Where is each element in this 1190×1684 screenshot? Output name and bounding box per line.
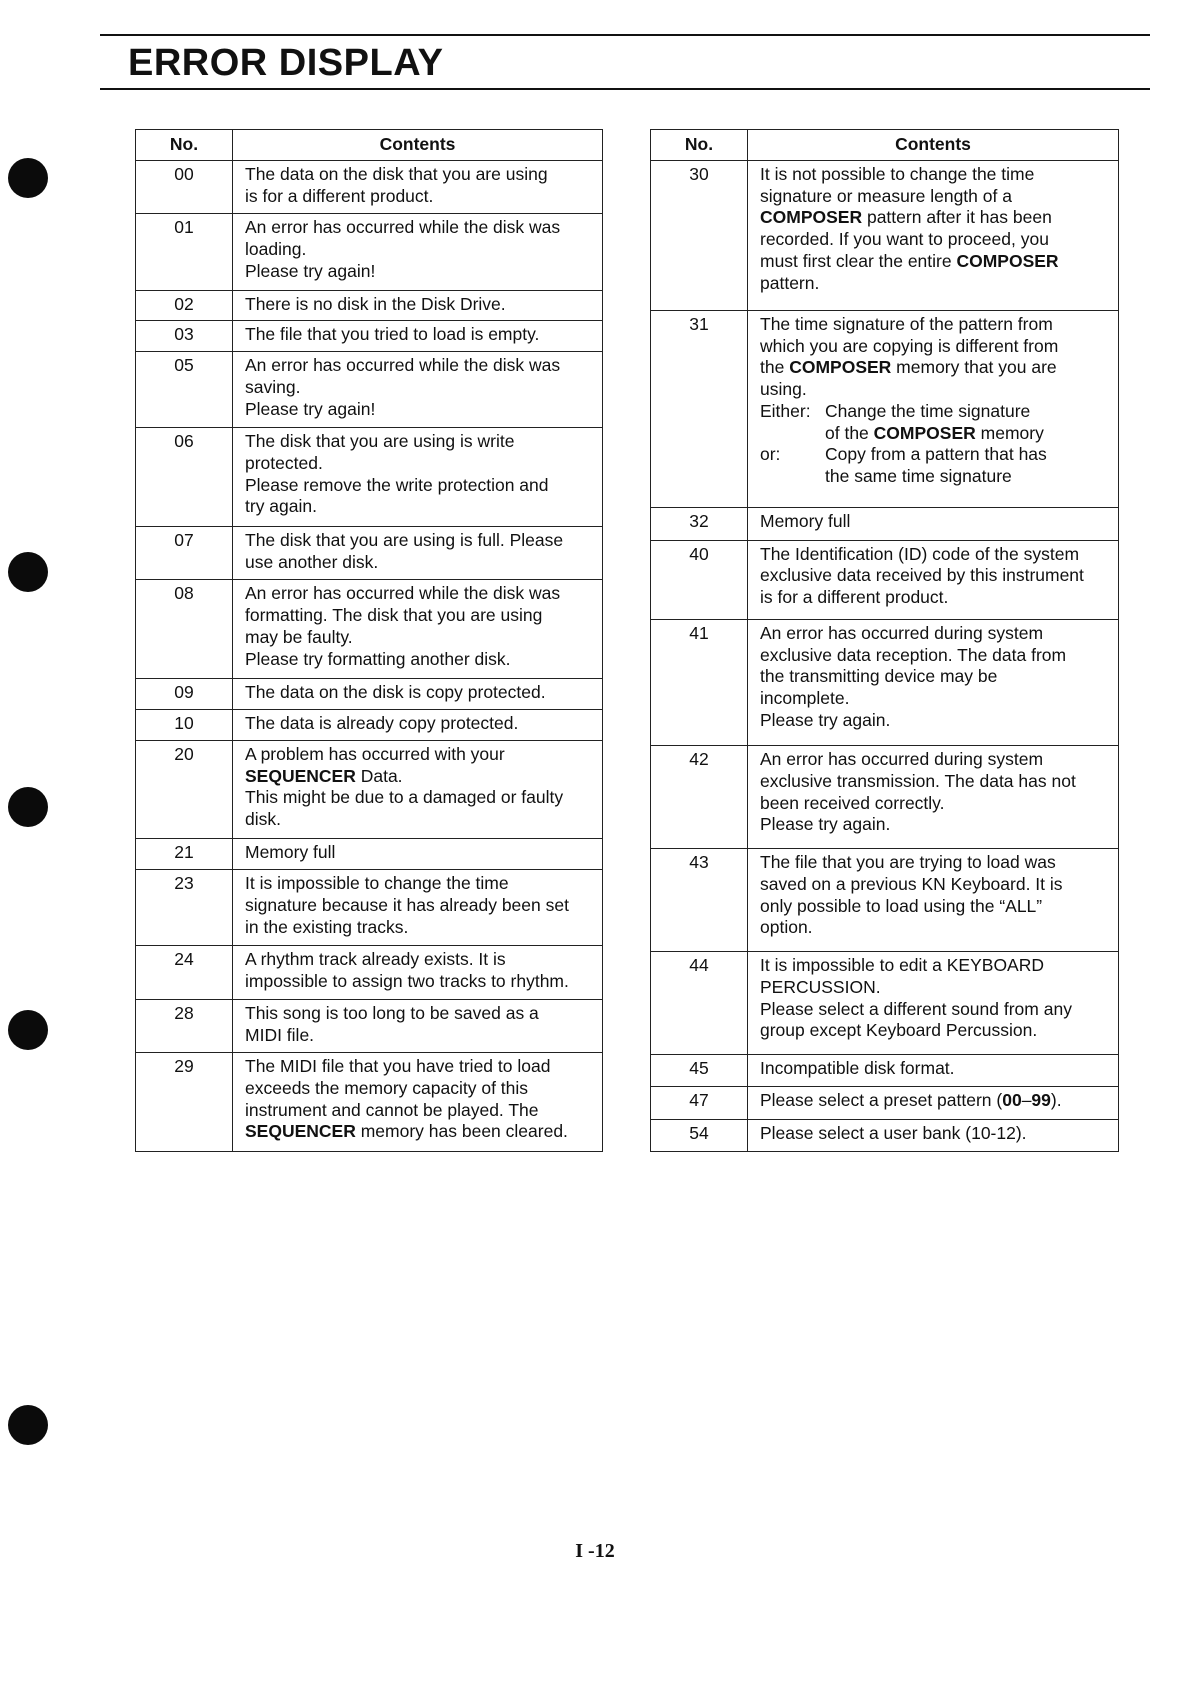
- error-contents: [233, 161, 603, 214]
- table-header-row: [136, 130, 603, 161]
- table-row: [136, 526, 603, 579]
- table-row: [136, 580, 603, 679]
- content-line: Memory full: [245, 842, 336, 863]
- content-line: Please try again!: [245, 260, 376, 281]
- table-row: [651, 540, 1119, 619]
- error-contents: [233, 290, 603, 321]
- error-number: 00: [136, 161, 233, 214]
- content-line: protected.: [245, 453, 323, 474]
- content-line: incomplete.: [760, 687, 850, 708]
- content-line: exclusive data received by this instrument: [760, 565, 1084, 586]
- error-number: 09: [136, 679, 233, 710]
- table-row: [136, 214, 603, 290]
- error-number: 03: [136, 321, 233, 352]
- error-number: 41: [651, 619, 748, 746]
- error-contents: [233, 999, 603, 1052]
- table-row: [136, 839, 603, 870]
- error-number: 10: [136, 709, 233, 740]
- content-line: the transmitting device may be: [760, 666, 998, 687]
- error-number: 43: [651, 849, 748, 952]
- content-line: use another disk.: [245, 551, 379, 572]
- table-row: [651, 508, 1119, 540]
- content-line: SEQUENCER memory has been cleared.: [245, 1121, 568, 1142]
- content-line: An error has occurred during system: [760, 749, 1044, 770]
- error-number: 07: [136, 526, 233, 579]
- content-line: A problem has occurred with your: [245, 743, 505, 764]
- error-number: 29: [136, 1053, 233, 1152]
- content-line: option.: [760, 917, 813, 938]
- page-title: ERROR DISPLAY: [128, 42, 444, 84]
- error-contents: [748, 161, 1119, 311]
- content-line: An error has occurred while the disk was: [245, 355, 561, 376]
- content-line: Memory full: [760, 511, 851, 532]
- content-line: Please select a preset pattern (00–99).: [760, 1090, 1062, 1111]
- error-contents: [748, 952, 1119, 1055]
- error-contents: [233, 428, 603, 527]
- table-row: [136, 709, 603, 740]
- content-line: The disk that you are using is write: [245, 431, 515, 452]
- error-number: 45: [651, 1055, 748, 1087]
- content-line: An error has occurred while the disk was: [245, 583, 561, 604]
- header-contents: Contents: [748, 130, 1119, 161]
- content-line: The MIDI file that you have tried to load: [245, 1056, 551, 1077]
- error-number: 05: [136, 352, 233, 428]
- content-line: the same time signature: [825, 465, 1012, 486]
- table-row: [136, 428, 603, 527]
- table-row: [136, 1053, 603, 1152]
- error-contents: [233, 1053, 603, 1152]
- content-line: signature or measure length of a: [760, 185, 1012, 206]
- content-line: The disk that you are using is full. Please: [245, 529, 564, 550]
- content-line: is for a different product.: [245, 185, 434, 206]
- content-line: PERCUSSION.: [760, 976, 881, 997]
- table-row: [136, 161, 603, 214]
- content-line: loading.: [245, 239, 307, 260]
- error-contents: [748, 619, 1119, 746]
- error-contents: [233, 679, 603, 710]
- content-line: exclusive transmission. The data has not: [760, 771, 1076, 792]
- error-number: 32: [651, 508, 748, 540]
- binder-hole: [8, 787, 48, 827]
- error-number: 20: [136, 740, 233, 839]
- table-row: [136, 870, 603, 946]
- error-contents: [748, 508, 1119, 540]
- table-row: [651, 952, 1119, 1055]
- content-line: The data is already copy protected.: [245, 712, 519, 733]
- content-line: using.: [760, 379, 807, 400]
- table-row: [651, 1087, 1119, 1119]
- content-line: The data on the disk that you are using: [245, 164, 548, 184]
- content-line: The file that you are trying to load was: [760, 852, 1056, 873]
- error-contents: [748, 1087, 1119, 1119]
- content-line: of the COMPOSER memory: [825, 422, 1044, 443]
- error-number: 54: [651, 1119, 748, 1151]
- content-line: pattern.: [760, 272, 820, 293]
- option-either: [760, 401, 1106, 444]
- content-line: A rhythm track already exists. It is: [245, 949, 506, 970]
- error-number: 31: [651, 311, 748, 508]
- table-row: [136, 946, 603, 999]
- content-line: saving.: [245, 377, 301, 397]
- binder-hole: [8, 1010, 48, 1050]
- error-contents: [748, 1055, 1119, 1087]
- content-line: Please remove the write protection and: [245, 474, 549, 495]
- binder-hole: [8, 552, 48, 592]
- error-contents: [233, 946, 603, 999]
- option-text: [825, 401, 1044, 444]
- error-number: 23: [136, 870, 233, 946]
- content-line: only possible to load using the “ALL”: [760, 895, 1043, 916]
- content-line: must first clear the entire COMPOSER: [760, 250, 1059, 271]
- table-header-row: [651, 130, 1119, 161]
- content-line: COMPOSER pattern after it has been: [760, 207, 1052, 228]
- content-line: the COMPOSER memory that you are: [760, 357, 1057, 378]
- page-number: I -12: [575, 1540, 615, 1562]
- error-number: 08: [136, 580, 233, 679]
- content-line: may be faulty.: [245, 626, 353, 647]
- content-line: formatting. The disk that you are using: [245, 605, 543, 626]
- error-number: 28: [136, 999, 233, 1052]
- content-line: The data on the disk is copy protected.: [245, 682, 546, 703]
- error-contents: [748, 311, 1119, 508]
- content-line: been received correctly.: [760, 792, 945, 813]
- error-number: 24: [136, 946, 233, 999]
- error-contents: [233, 352, 603, 428]
- option-text: [825, 444, 1047, 487]
- error-number: 47: [651, 1087, 748, 1119]
- content-line: Please select a user bank (10-12).: [760, 1122, 1027, 1143]
- header-no: No.: [136, 130, 233, 161]
- error-number: 06: [136, 428, 233, 527]
- error-contents: [233, 526, 603, 579]
- content-line: Incompatible disk format.: [760, 1058, 955, 1079]
- content-line: signature because it has already been set: [245, 895, 569, 916]
- content-line: in the existing tracks.: [245, 916, 409, 937]
- table-row: [136, 740, 603, 839]
- content-line: This song is too long to be saved as a: [245, 1002, 539, 1023]
- content-line: The time signature of the pattern from: [760, 314, 1053, 335]
- error-number: 21: [136, 839, 233, 870]
- content-line: try again.: [245, 496, 317, 517]
- error-contents: [233, 321, 603, 352]
- content-line: saved on a previous KN Keyboard. It is: [760, 874, 1063, 895]
- content-line: Please select a different sound from any: [760, 998, 1072, 1019]
- content-line: Please try again.: [760, 709, 891, 730]
- content-line: exceeds the memory capacity of this: [245, 1078, 529, 1098]
- table-row: [651, 746, 1119, 849]
- error-contents: [233, 839, 603, 870]
- content-line: instrument and cannot be played. The: [245, 1099, 539, 1120]
- error-contents: [233, 709, 603, 740]
- content-line: Please try formatting another disk.: [245, 648, 511, 669]
- content-line: Copy from a pattern that has: [825, 444, 1047, 465]
- error-number: 44: [651, 952, 748, 1055]
- header-no: No.: [651, 130, 748, 161]
- content-line: disk.: [245, 808, 281, 829]
- option-label: Either:: [760, 400, 811, 421]
- error-contents: [748, 746, 1119, 849]
- content-line: Change the time signature: [825, 400, 1031, 421]
- table-row: [651, 311, 1119, 508]
- table-row: [136, 321, 603, 352]
- error-number: 01: [136, 214, 233, 290]
- table-row: [651, 161, 1119, 311]
- content-line: impossible to assign two tracks to rhythm.: [245, 971, 569, 992]
- content-line: Please try again.: [760, 814, 891, 835]
- error-number: 30: [651, 161, 748, 311]
- error-contents: [748, 849, 1119, 952]
- table-row: [651, 619, 1119, 746]
- content-line: is for a different product.: [760, 586, 949, 607]
- error-number: 42: [651, 746, 748, 849]
- binder-hole: [8, 158, 48, 198]
- content-line: group except Keyboard Percussion.: [760, 1020, 1038, 1041]
- binder-hole: [8, 1405, 48, 1445]
- error-contents: [233, 870, 603, 946]
- content-line: MIDI file.: [245, 1024, 315, 1045]
- content-line: recorded. If you want to proceed, you: [760, 229, 1049, 250]
- error-contents: [233, 214, 603, 290]
- content-line: It is not possible to change the time: [760, 164, 1035, 184]
- content-line: An error has occurred during system: [760, 622, 1044, 643]
- content-line: which you are copying is different from: [760, 335, 1059, 356]
- error-number: 40: [651, 540, 748, 619]
- table-row: [136, 290, 603, 321]
- content-line: The file that you tried to load is empty.: [245, 324, 540, 345]
- table-row: [651, 1055, 1119, 1087]
- table-row: [651, 1119, 1119, 1151]
- content-line: This might be due to a damaged or faulty: [245, 787, 564, 808]
- table-row: [136, 352, 603, 428]
- error-contents: [748, 1119, 1119, 1151]
- error-contents: [748, 540, 1119, 619]
- content-line: The Identification (ID) code of the system: [760, 543, 1080, 564]
- header-rule-top: [100, 34, 1150, 36]
- table-row: [136, 999, 603, 1052]
- error-table-left: [135, 129, 603, 1152]
- option-or: [760, 444, 1106, 487]
- content-line: It is impossible to change the time: [245, 873, 509, 894]
- table-row: [651, 849, 1119, 952]
- content-line: SEQUENCER Data.: [245, 765, 403, 786]
- content-line: An error has occurred while the disk was: [245, 217, 561, 238]
- error-contents: [233, 580, 603, 679]
- table-row: [136, 679, 603, 710]
- content-line: There is no disk in the Disk Drive.: [245, 293, 506, 314]
- error-number: 02: [136, 290, 233, 321]
- error-table-right: [650, 129, 1119, 1152]
- content-line: It is impossible to edit a KEYBOARD: [760, 955, 1044, 976]
- error-contents: [233, 740, 603, 839]
- header-rule-bottom: [100, 88, 1150, 90]
- option-label: or:: [760, 444, 781, 465]
- content-line: Please try again!: [245, 398, 376, 419]
- content-line: exclusive data reception. The data from: [760, 644, 1067, 665]
- header-contents: Contents: [233, 130, 603, 161]
